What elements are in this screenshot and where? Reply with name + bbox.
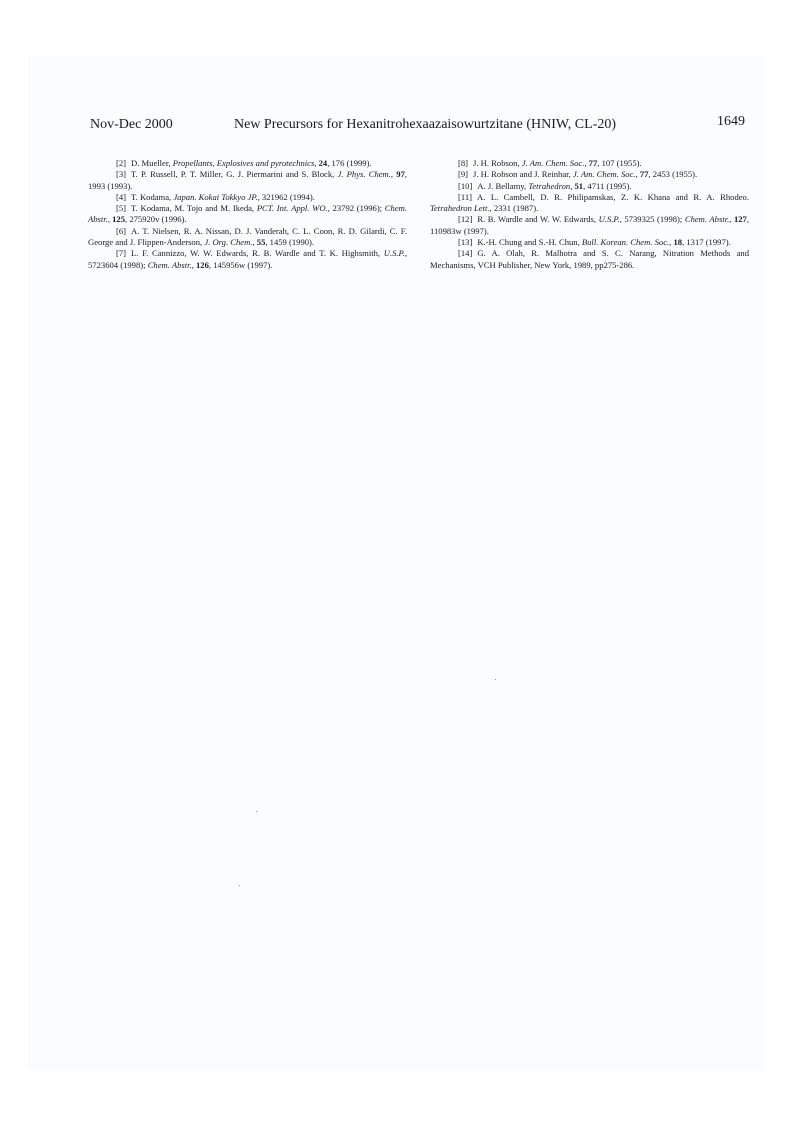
reference-text: J. H. Robson and J. Reinhar, [473, 169, 573, 180]
reference-volume: 126 [196, 259, 209, 270]
reference-text: , [314, 158, 319, 168]
reference-text: K.-H. Chung and S.-H. Chun, [477, 237, 582, 248]
reference-number: [12] [458, 214, 473, 225]
reference-text: A. T. Nielsen, R. A. Nissan, D. J. Vanderah, C. L. Coon, R. D. Gilardi, C. F. George and J. Flippen-Anderson, [88, 225, 407, 248]
reference-text: , [570, 180, 575, 191]
reference-journal: Propellants, Explosives and pyrotechnics [172, 158, 315, 168]
reference-journal: U.S.P. [598, 214, 620, 225]
reference-number: [2] [116, 158, 127, 168]
reference-number: [4] [116, 191, 127, 202]
reference-text: L. F. Cannizzo, W. W. Edwards, R. B. Wardle and T. K. Highsmith, [131, 248, 384, 259]
reference-number: [7] [116, 248, 127, 259]
reference-volume: 55 [256, 237, 266, 248]
reference-text: G. A. Olah, R. Malhotra and S. C. Narang, Nitration Methods and Mechanisms, VCH Publisher, New York, 1989, pp275-286. [430, 248, 749, 270]
reference-text: , 145956w (1997). [208, 259, 273, 270]
reference-number: [5] [116, 203, 127, 214]
reference-volume: 24 [318, 158, 328, 168]
reference-entry [430, 214, 749, 237]
reference-journal: PCT. Int. Appl. WO. [256, 203, 328, 214]
reference-text: A. L. Cambell, D. R. Philipamskas, Z. K. Khana and R. A. Rhodeo. [477, 191, 749, 202]
page-number: 1649 [717, 114, 745, 129]
reference-volume: 125 [112, 214, 126, 225]
reference-entry [88, 158, 407, 169]
reference-text: , 2453 (1955). [648, 169, 698, 180]
reference-text: , 2331 (1987). [489, 203, 539, 214]
reference-entry [88, 248, 407, 271]
reference-volume: 127 [733, 214, 747, 225]
reference-text: , 321962 (1994). [257, 191, 315, 202]
reference-number: [10] [458, 180, 473, 191]
reference-entry [430, 192, 749, 215]
reference-volume: 51 [574, 180, 584, 191]
reference-journal: J. Phys. Chem. [337, 169, 391, 180]
running-header [90, 114, 745, 137]
reference-text: , 275920v (1996). [125, 214, 187, 225]
reference-text: , 4711 (1995). [583, 180, 632, 191]
reference-text: J. H. Robson, [473, 158, 522, 168]
scan-speck [239, 885, 240, 886]
reference-journal: Tetrahedron Lett. [430, 203, 490, 214]
reference-text: , 1993 (1993). [88, 169, 408, 191]
reference-text: , 176 (1999). [327, 158, 372, 168]
running-title: New Precursors for Hexanitrohexaazaisowurtzitane (HNIW, CL-20) [234, 117, 617, 132]
reference-text: , [252, 237, 257, 248]
reference-text: , [390, 169, 397, 180]
reference-entry [88, 169, 407, 192]
reference-journal: Chem. Abstr. [147, 259, 192, 270]
reference-entry [430, 158, 749, 169]
reference-entry [430, 248, 749, 271]
reference-text: , 5739325 (1998); [619, 214, 685, 225]
reference-number: [13] [458, 237, 473, 248]
reference-text: , 1459 (1990). [265, 237, 315, 248]
reference-volume: 18 [673, 237, 683, 248]
reference-volume: 77 [639, 169, 649, 180]
reference-list-right [430, 158, 749, 271]
reference-number: [8] [458, 158, 469, 168]
reference-number: [6] [116, 225, 127, 236]
reference-entry [88, 192, 407, 203]
reference-journal: J. Am. Chem. Soc. [521, 158, 585, 168]
reference-text: , 23792 (1996); [327, 203, 385, 214]
reference-text: , 1317 (1997). [682, 237, 731, 248]
reference-text: T. Kodama, M. Tojo and M. Ikeda, [131, 203, 257, 214]
reference-journal: J. Am. Chem. Soc. [572, 169, 636, 180]
reference-journal: Tetrahedron [528, 180, 571, 191]
reference-list-left [88, 158, 407, 271]
reference-entry [88, 203, 407, 226]
reference-text: , [669, 237, 674, 248]
reference-text: T. P. Russell, P. T. Miller, G. J. Piermarini and S. Block, [131, 169, 338, 180]
reference-journal: Chem. Abstr. [88, 203, 407, 225]
issue-date: Nov-Dec 2000 [90, 117, 173, 132]
reference-text: T. Kodama, [131, 191, 174, 202]
reference-number: [3] [116, 169, 127, 180]
reference-volume: 97 [396, 169, 405, 180]
reference-journal: J. Org. Chem. [204, 237, 253, 248]
reference-text: , [191, 259, 196, 270]
reference-number: [11] [458, 191, 472, 202]
reference-text: , 110983w (1997). [430, 214, 749, 236]
reference-journal: Bull. Korean. Chem. Soc. [581, 237, 670, 248]
reference-text: , 107 (1955). [597, 158, 642, 168]
reference-entry [430, 181, 749, 192]
reference-text: , 5723604 (1998); [88, 248, 407, 270]
reference-volume: 77 [588, 158, 598, 168]
reference-text: A. J. Bellamy, [477, 180, 529, 191]
reference-text: R. B. Wardle and W. W. Edwards, [477, 214, 599, 225]
reference-text: , [107, 214, 113, 225]
scan-speck [495, 679, 496, 680]
reference-text: , [635, 169, 640, 180]
reference-entry [430, 237, 749, 248]
reference-number: [9] [458, 169, 469, 180]
reference-text: , [584, 158, 589, 168]
reference-text: D. Mueller, [131, 158, 173, 168]
reference-entry [88, 226, 407, 249]
reference-number: [14] [458, 248, 473, 259]
reference-entry [430, 169, 749, 180]
reference-text: , [729, 214, 734, 225]
reference-journal: U.S.P. [383, 248, 405, 259]
scan-speck [256, 811, 257, 812]
reference-journal: Chem. Abstr. [684, 214, 730, 225]
reference-journal: Japan. Kokai Tokkyo JP. [173, 191, 258, 202]
